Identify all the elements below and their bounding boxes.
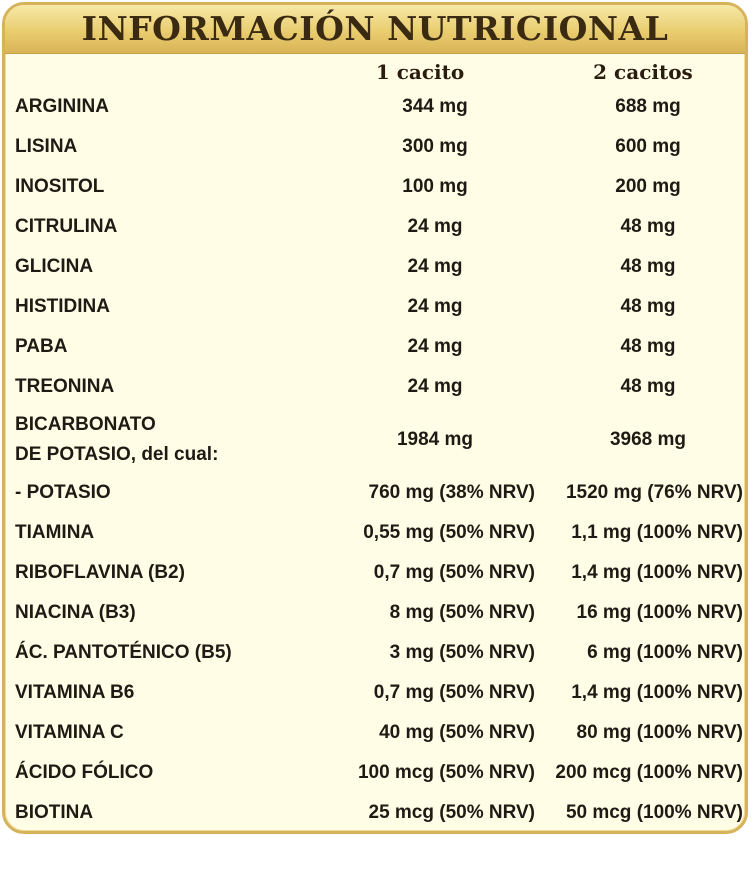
nutrient-name-line-1: BICARBONATO xyxy=(15,414,156,435)
nutrition-panel xyxy=(2,2,748,834)
value-2-cacitos: 6 mg (100% NRV) xyxy=(587,642,743,663)
value-1-cacito: 24 mg xyxy=(407,256,463,277)
value-1-cacito: 25 mcg (50% NRV) xyxy=(368,802,535,823)
value-1-cacito: 760 mg (38% NRV) xyxy=(368,482,535,503)
value-1-cacito: 24 mg xyxy=(407,216,463,237)
nutrient-name: ÁCIDO FÓLICO xyxy=(15,762,154,783)
value-1-cacito: 1984 mg xyxy=(396,429,474,450)
value-2-cacitos: 200 mg xyxy=(615,176,681,197)
value-1-cacito: 0,55 mg (50% NRV) xyxy=(363,522,535,543)
table-row xyxy=(5,713,745,753)
nutrient-name: GLICINA xyxy=(15,256,94,277)
value-1-cacito: 24 mg xyxy=(407,336,463,357)
table-row xyxy=(5,513,745,553)
nutrient-name: TREONINA xyxy=(15,376,115,397)
column-header-2-cacitos: 2 cacitos xyxy=(593,60,693,84)
table-row xyxy=(5,673,745,713)
nutrient-table xyxy=(5,87,745,833)
value-2-cacitos: 600 mg xyxy=(615,136,681,157)
nutrient-name: - POTASIO xyxy=(15,482,111,503)
table-row xyxy=(5,633,745,673)
panel-title: INFORMACIÓN NUTRICIONAL xyxy=(81,9,669,48)
value-2-cacitos: 48 mg xyxy=(620,256,676,277)
value-2-cacitos: 200 mcg (100% NRV) xyxy=(555,762,743,783)
nutrient-name: CITRULINA xyxy=(15,216,118,237)
value-2-cacitos: 48 mg xyxy=(620,336,676,357)
nutrient-name: NIACINA (B3) xyxy=(15,602,136,623)
table-row xyxy=(5,87,745,127)
value-2-cacitos: 80 mg (100% NRV) xyxy=(576,722,743,743)
nutrient-name: INOSITOL xyxy=(15,176,105,197)
value-1-cacito: 300 mg xyxy=(402,136,468,157)
value-2-cacitos: 1520 mg (76% NRV) xyxy=(565,482,743,503)
table-row xyxy=(5,127,745,167)
nutrient-name: LISINA xyxy=(15,136,78,157)
title-band xyxy=(5,5,745,54)
value-2-cacitos: 1,1 mg (100% NRV) xyxy=(571,522,743,543)
value-1-cacito: 100 mcg (50% NRV) xyxy=(357,762,535,783)
value-2-cacitos: 48 mg xyxy=(620,376,676,397)
value-2-cacitos: 3968 mg xyxy=(609,429,687,450)
nutrient-name: ARGININA xyxy=(15,96,109,117)
table-row xyxy=(5,407,745,473)
table-row xyxy=(5,327,745,367)
value-1-cacito: 24 mg xyxy=(407,296,463,317)
nutrient-name: TIAMINA xyxy=(15,522,95,543)
value-2-cacitos: 50 mcg (100% NRV) xyxy=(565,802,743,823)
table-row xyxy=(5,753,745,793)
value-2-cacitos: 16 mg (100% NRV) xyxy=(576,602,743,623)
table-row xyxy=(5,553,745,593)
nutrient-name xyxy=(15,407,345,473)
nutrient-name-line-2: DE POTASIO, del cual: xyxy=(15,444,219,465)
table-row xyxy=(5,367,745,407)
value-1-cacito: 40 mg (50% NRV) xyxy=(379,722,535,743)
value-2-cacitos: 48 mg xyxy=(620,296,676,317)
nutrient-name: HISTIDINA xyxy=(15,296,110,317)
value-2-cacitos: 1,4 mg (100% NRV) xyxy=(571,682,743,703)
nutrient-name: VITAMINA B6 xyxy=(15,682,135,703)
value-2-cacitos: 48 mg xyxy=(620,216,676,237)
nutrient-name: PABA xyxy=(15,336,68,357)
value-1-cacito: 8 mg (50% NRV) xyxy=(389,602,535,623)
value-1-cacito: 344 mg xyxy=(402,96,468,117)
value-2-cacitos: 688 mg xyxy=(615,96,681,117)
table-row xyxy=(5,167,745,207)
nutrient-name: VITAMINA C xyxy=(15,722,124,743)
nutrient-name: RIBOFLAVINA (B2) xyxy=(15,562,185,583)
value-1-cacito: 100 mg xyxy=(402,176,468,197)
table-row xyxy=(5,593,745,633)
table-row xyxy=(5,287,745,327)
table-row xyxy=(5,473,745,513)
value-1-cacito: 3 mg (50% NRV) xyxy=(389,642,535,663)
value-1-cacito: 24 mg xyxy=(407,376,463,397)
table-row xyxy=(5,207,745,247)
value-1-cacito: 0,7 mg (50% NRV) xyxy=(373,562,535,583)
table-row xyxy=(5,247,745,287)
value-2-cacitos: 1,4 mg (100% NRV) xyxy=(571,562,743,583)
value-1-cacito: 0,7 mg (50% NRV) xyxy=(373,682,535,703)
table-row xyxy=(5,793,745,833)
column-header-1-cacito: 1 cacito xyxy=(375,60,465,84)
nutrient-name: BIOTINA xyxy=(15,802,94,823)
nutrient-name: ÁC. PANTOTÉNICO (B5) xyxy=(15,642,232,663)
